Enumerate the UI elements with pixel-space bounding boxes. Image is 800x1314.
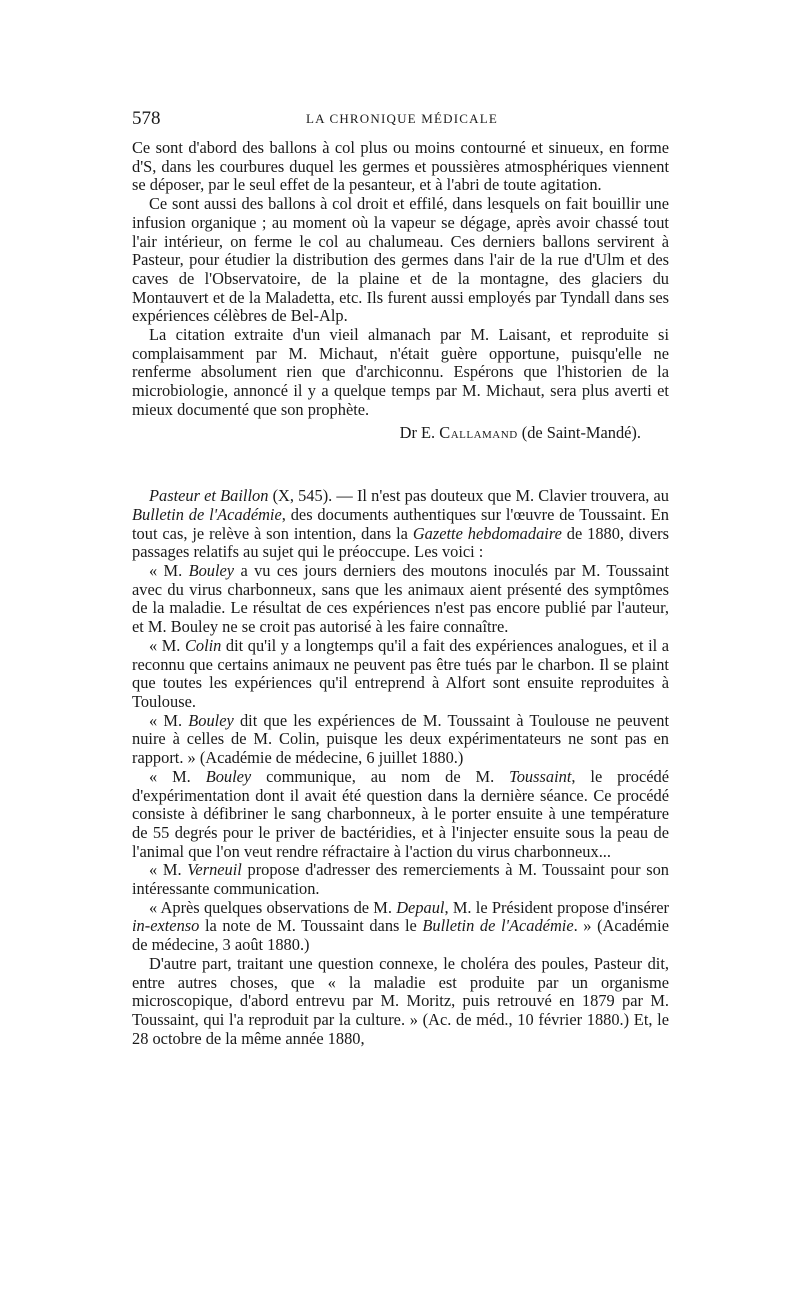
text-run: « M. bbox=[149, 635, 185, 655]
quote-5 bbox=[132, 861, 669, 898]
italic-run: Verneuil bbox=[187, 860, 242, 880]
page-number: 578 bbox=[132, 108, 161, 129]
italic-run: Bouley bbox=[188, 710, 234, 730]
text-run: , le procédé d'expérimentation dont il avait été question dans la dernière séance. Ce procédé consiste à défibriner le sang charbonneux, à le porter ensuite à une température de 55 degrés pour le priver de bactéridies, et à l'injecter ensuite sous la peau de l'animal que l'on veut rendre réfractaire à l'action du virus charbonneux... bbox=[132, 766, 670, 861]
italic-run: Colin bbox=[184, 635, 222, 655]
text-run: communique, au nom de M. bbox=[251, 766, 510, 786]
article1-paragraph-1: Ce sont d'abord des ballons à col plus ou moins contourné et sinueux, en forme d'S, dans les courbures duquel les germes et poussières atmosphériques viennent se déposer, par le seul effet de la pesanteur, et à l'abri de toute agitation. bbox=[132, 138, 669, 195]
signature-suffix: (de Saint-Mandé). bbox=[517, 422, 641, 442]
article1-paragraph-2: Ce sont aussi des ballons à col droit et effilé, dans lesquels on fait bouillir une infusion organique ; au moment où la vapeur se dégage, après avoir chassé tout l'air intérieur, on ferme le col au chalumeau. Ces derniers ballons servirent à Pasteur, pour étudier la distribution des germes dans l'air de la rue d'Ulm et des caves de l'Observatoire, de la plaine et de la montagne, des glaciers du Montauvert et de la Maladetta, etc. Ils furent aussi employés par Tyndall dans ses expériences célèbres de Bel-Alp. bbox=[132, 194, 669, 326]
italic-run: Toussaint bbox=[509, 766, 572, 786]
italic-run: Bulletin de l'Académie bbox=[422, 916, 574, 936]
quote-1 bbox=[132, 562, 669, 637]
text-run: « M. bbox=[149, 766, 206, 786]
running-title: LA CHRONIQUE MÉDICALE bbox=[305, 111, 499, 126]
article2-paragraph-1 bbox=[132, 487, 669, 562]
text-run: a vu ces jours derniers des moutons inoculés par M. Toussaint avec du virus charbonneux, sans que les animaux aient présenté des symptômes de la maladie. Le résultat de ces expériences n'est pas encore publié par l'auteur, et M. Bouley ne se croit pas autorisé à les faire connaître. bbox=[132, 561, 669, 637]
text-run: la note de M. Toussaint dans le bbox=[199, 916, 423, 936]
italic-run: Gazette hebdomadaire bbox=[412, 523, 562, 543]
text-run: « Après quelques observations de M. bbox=[149, 897, 397, 917]
article2-title: Pasteur et Baillon bbox=[149, 486, 269, 506]
article1-paragraph-3: La citation extraite d'un vieil almanach par M. Laisant, et reproduite si complaisamment par M. Michaut, n'était guère opportune, puisqu'elle ne renferme absolument rien que d'archiconnu. Espérons que l'historien de la microbiologie, annoncé il y a quelque temps par M. Michaut, sera plus averti et mieux documenté que son prophète. bbox=[132, 325, 669, 419]
page-header bbox=[132, 108, 672, 134]
signature-prefix: Dr E. bbox=[399, 422, 440, 442]
text-run: de 1880, divers passages relatifs au sujet qui le préoccupe. Les voici : bbox=[132, 523, 669, 562]
italic-run: Depaul bbox=[396, 897, 445, 917]
text-run: « M. bbox=[149, 561, 189, 581]
text-run: . » (Académie de médecine, 3 août 1880.) bbox=[132, 916, 669, 955]
signature-name: Callamand bbox=[439, 422, 518, 442]
italic-run: Bulletin de l'Académie bbox=[132, 504, 282, 524]
quote-6 bbox=[132, 899, 669, 955]
text-run: « M. bbox=[149, 710, 189, 730]
text-run: dit qu'il y a longtemps qu'il a fait des expériences analogues, et il a reconnu que certains animaux ne peuvent pas être tués par le charbon. Il se plaint que toutes les expériences qu'il entreprend à Alfort sont ensuite reproduites à Toulouse. bbox=[132, 635, 669, 711]
italic-run: Bouley bbox=[205, 766, 252, 786]
text-run: , M. le Président propose d'insérer bbox=[444, 897, 669, 917]
text-run: propose d'adresser des remerciements à M. Toussaint pour son intéressante communication. bbox=[132, 860, 669, 899]
text-run: dit que les expériences de M. Toussaint à Toulouse ne peuvent nuire à celles de M. Colin, puisque les deux expérimentateurs ne sont pas en rapport. » (Académie de médecine, 6 juillet 1880.) bbox=[132, 710, 669, 768]
text-run: , des documents authentiques sur l'œuvre de Toussaint. En tout cas, je relève à son intention, dans la bbox=[132, 504, 669, 543]
quote-3 bbox=[132, 712, 669, 768]
text-run: « M. bbox=[149, 860, 188, 880]
quote-4 bbox=[132, 768, 669, 862]
section-gap bbox=[132, 442, 669, 487]
quote-2 bbox=[132, 637, 669, 712]
text-run: (X, 545). — Il n'est pas douteux que M. Clavier trouvera, au bbox=[268, 486, 670, 506]
article2-paragraph-2: D'autre part, traitant une question connexe, le choléra des poules, Pasteur dit, entre autres choses, que « la maladie est produite par un organisme microscopique, d'abord entrevu par M. Moritz, puis retrouvé en 1879 par M. Toussaint, qui l'a reproduit par la culture. » (Ac. de méd., 10 février 1880.) Et, le 28 octobre de la même année 1880, bbox=[132, 953, 669, 1048]
italic-run: in-extenso bbox=[132, 916, 200, 936]
page-body bbox=[132, 139, 669, 1048]
italic-run: Bouley bbox=[188, 561, 235, 581]
article1-signature bbox=[132, 424, 669, 443]
